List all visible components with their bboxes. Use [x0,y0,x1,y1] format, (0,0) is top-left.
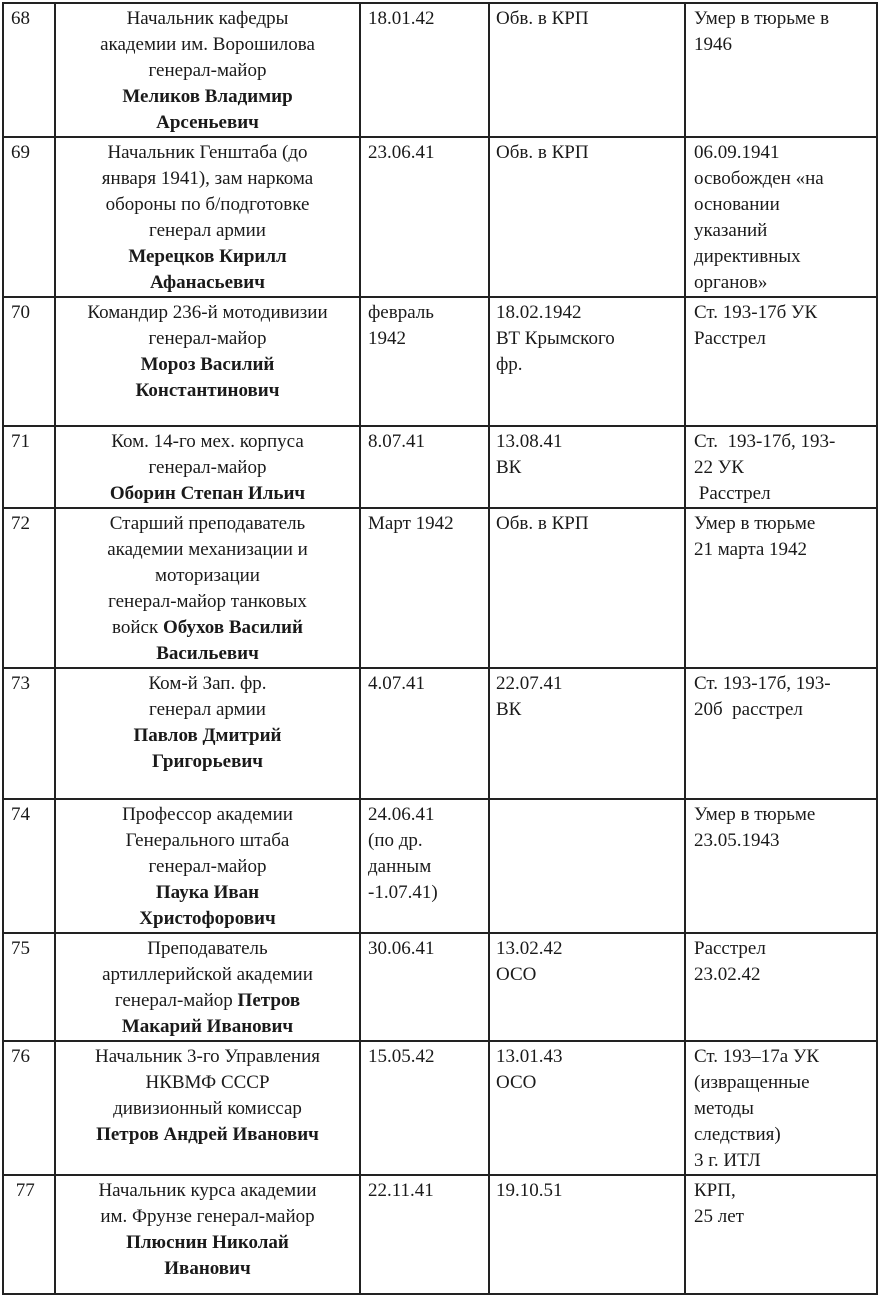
sentence-line: Обв. в КРП [496,513,589,534]
position-line: Начальник кафедры [126,8,289,29]
position-name-cell [55,297,360,426]
outcome-cell [685,799,877,933]
outcome-cell [685,297,877,426]
person-name: Григорьевич [151,751,264,772]
sentence-line: 13.08.41 [496,431,563,452]
arrest-date-cell [360,668,489,799]
outcome-line: следствия) [694,1124,781,1145]
outcome-line: Ст. 193-17б, 193- [694,431,836,452]
outcome-line: Расстрел [694,483,771,504]
person-name: Мороз Василий [140,354,275,375]
sentence-line: ВТ Крымского [496,328,615,349]
person-name: Меликов Владимир [122,86,293,107]
sentence-cell [489,933,685,1041]
row-number-cell [3,799,55,933]
table-row [3,1041,877,1175]
position-tail: генерал-майор [114,990,233,1011]
row-number-cell [3,297,55,426]
person-name: Христофорович [139,908,276,929]
person-name: Иванович [164,1258,251,1279]
arrest-date-line: 22.11.41 [368,1180,434,1201]
row-number: 69 [11,142,30,163]
position-line: Начальник Генштаба (до [107,142,308,163]
outcome-cell [685,1175,877,1294]
person-name: Васильевич [156,643,259,664]
outcome-line: Умер в тюрьме в [694,8,830,29]
position-line: января 1941), зам наркома [101,168,314,189]
sentence-line: ОСО [496,1072,537,1093]
sentence-cell [489,1175,685,1294]
outcome-line: 20б расстрел [694,699,803,720]
outcome-line: освобожден «на [694,168,824,189]
arrest-date-cell [360,933,489,1041]
position-line: Начальник курса академии [98,1180,317,1201]
position-line: генерал армии [149,220,266,241]
position-line: Начальник 3-го Управления [94,1046,320,1067]
outcome-line: органов» [694,272,768,293]
table-row [3,799,877,933]
outcome-line: Ст. 193–17а УК [694,1046,820,1067]
outcome-line: 25 лет [694,1206,744,1227]
person-name: Паука Иван [155,882,260,903]
arrest-date-cell [360,799,489,933]
arrest-date-line: 24.06.41 [368,804,435,825]
row-number: 70 [11,302,30,323]
row-number: 68 [11,8,30,29]
sentence-cell [489,668,685,799]
outcome-line: Ст. 193-17б УК [694,302,818,323]
arrest-date-line: -1.07.41) [368,882,438,903]
sentence-line: Обв. в КРП [496,142,589,163]
arrest-date-line: 1942 [368,328,406,349]
arrest-date-line: 23.06.41 [368,142,435,163]
table-row [3,508,877,668]
sentence-line: 18.02.1942 [496,302,582,323]
person-name: Обухов Василий [162,617,303,638]
arrest-date-line: 30.06.41 [368,938,435,959]
row-number: 74 [11,804,30,825]
sentence-line: 22.07.41 [496,673,563,694]
outcome-line: Умер в тюрьме [694,804,816,825]
table-row [3,297,877,426]
outcome-line: Расстрел [694,938,766,959]
person-name: Афанасьевич [150,272,265,293]
outcome-line: методы [694,1098,754,1119]
position-name-cell [55,1175,360,1294]
person-name: Мерецков Кирилл [128,246,287,267]
sentence-cell [489,137,685,297]
row-number-cell [3,1175,55,1294]
position-line: Старший преподаватель [109,513,306,534]
sentence-cell [489,799,685,933]
position-name-cell [55,426,360,508]
table-row [3,3,877,137]
position-name-cell [55,1041,360,1175]
row-number-cell [3,668,55,799]
outcome-line: директивных [694,246,801,267]
position-line: Профессор академии [122,804,293,825]
outcome-line: 3 г. ИТЛ [694,1150,761,1171]
outcome-line: КРП, [694,1180,736,1201]
table-row [3,426,877,508]
table-row [3,1175,877,1294]
position-line: дивизионный комиссар [113,1098,302,1119]
person-name: Павлов Дмитрий [133,725,282,746]
sentence-line: ВК [496,699,522,720]
arrest-date-line: (по др. [368,830,423,851]
position-line: генерал-майор [148,60,267,81]
row-number-cell [3,1041,55,1175]
position-line: генерал армии [149,699,266,720]
person-name: Оборин Степан Ильич [109,483,306,504]
sentence-cell [489,508,685,668]
position-line: генерал-майор [148,457,267,478]
position-name-cell [55,137,360,297]
outcome-line: 06.09.1941 [694,142,780,163]
sentence-cell [489,1041,685,1175]
outcome-line: указаний [694,220,768,241]
records-table [2,2,878,1295]
row-number: 71 [11,431,30,452]
sentence-line: ВК [496,457,522,478]
position-line: артиллерийской академии [102,964,313,985]
position-line: генерал-майор танковых [108,591,307,612]
position-line: академии механизации и [107,539,308,560]
arrest-date-line: 8.07.41 [368,431,425,452]
person-name: Константинович [135,380,280,401]
row-number-cell [3,3,55,137]
arrest-date-line: 18.01.42 [368,8,435,29]
sentence-line: 13.02.42 [496,938,563,959]
arrest-date-cell [360,508,489,668]
position-line: обороны по б/подготовке [105,194,310,215]
position-line: Командир 236-й мотодивизии [87,302,328,323]
outcome-line: 1946 [694,34,732,55]
row-number-cell [3,137,55,297]
outcome-line: 22 УК [694,457,744,478]
table-row [3,137,877,297]
table-row [3,933,877,1041]
sentence-cell [489,3,685,137]
outcome-line: 23.05.1943 [694,830,780,851]
outcome-cell [685,3,877,137]
outcome-cell [685,426,877,508]
row-number-cell [3,426,55,508]
arrest-date-line: 4.07.41 [368,673,425,694]
sentence-line: 13.01.43 [496,1046,563,1067]
position-line: Ком-й Зап. фр. [148,673,267,694]
outcome-line: 21 марта 1942 [694,539,808,560]
position-line: им. Фрунзе генерал-майор [100,1206,315,1227]
position-line: НКВМФ СССР [145,1072,270,1093]
arrest-date-line: февраль [368,302,434,323]
position-name-cell [55,668,360,799]
arrest-date-cell [360,137,489,297]
arrest-date-line: 15.05.42 [368,1046,435,1067]
outcome-cell [685,508,877,668]
row-number-cell [3,933,55,1041]
outcome-line: (извращенные [694,1072,810,1093]
arrest-date-cell [360,3,489,137]
table-row [3,668,877,799]
sentence-line: Обв. в КРП [496,8,589,29]
outcome-line: основании [694,194,780,215]
person-name: Петров [237,990,301,1011]
person-name: Плюснин Николай [126,1232,289,1253]
position-line: академии им. Ворошилова [100,34,315,55]
row-number-cell [3,508,55,668]
row-number: 77 [11,1180,35,1201]
row-number: 75 [11,938,30,959]
position-name-cell [55,799,360,933]
arrest-date-cell [360,297,489,426]
position-line: генерал-майор [148,856,267,877]
outcome-cell [685,668,877,799]
person-name: Арсеньевич [156,112,259,133]
position-line: генерал-майор [148,328,267,349]
position-name-cell [55,3,360,137]
position-tail: войск [112,617,159,638]
position-name-cell [55,933,360,1041]
outcome-cell [685,1041,877,1175]
sentence-line: фр. [496,354,523,375]
records-table-body [3,3,877,1294]
arrest-date-line: Март 1942 [368,513,454,534]
arrest-date-cell [360,1175,489,1294]
row-number: 76 [11,1046,30,1067]
sentence-cell [489,426,685,508]
position-name-line [62,988,353,1014]
person-name: Макарий Иванович [121,1016,294,1037]
outcome-cell [685,933,877,1041]
outcome-line: Расстрел [694,328,766,349]
arrest-date-line: данным [368,856,432,877]
arrest-date-cell [360,1041,489,1175]
outcome-cell [685,137,877,297]
sentence-line: ОСО [496,964,537,985]
position-name-line [62,615,353,641]
position-line: Ком. 14-го мех. корпуса [111,431,304,452]
row-number: 72 [11,513,30,534]
position-line: Генерального штаба [125,830,290,851]
outcome-line: 23.02.42 [694,964,761,985]
arrest-date-cell [360,426,489,508]
person-name: Петров Андрей Иванович [96,1124,319,1145]
outcome-line: Ст. 193-17б, 193- [694,673,831,694]
position-line: моторизации [155,565,260,586]
row-number: 73 [11,673,30,694]
outcome-line: Умер в тюрьме [694,513,816,534]
position-line: Преподаватель [147,938,268,959]
sentence-line: 19.10.51 [496,1180,563,1201]
position-name-cell [55,508,360,668]
sentence-cell [489,297,685,426]
